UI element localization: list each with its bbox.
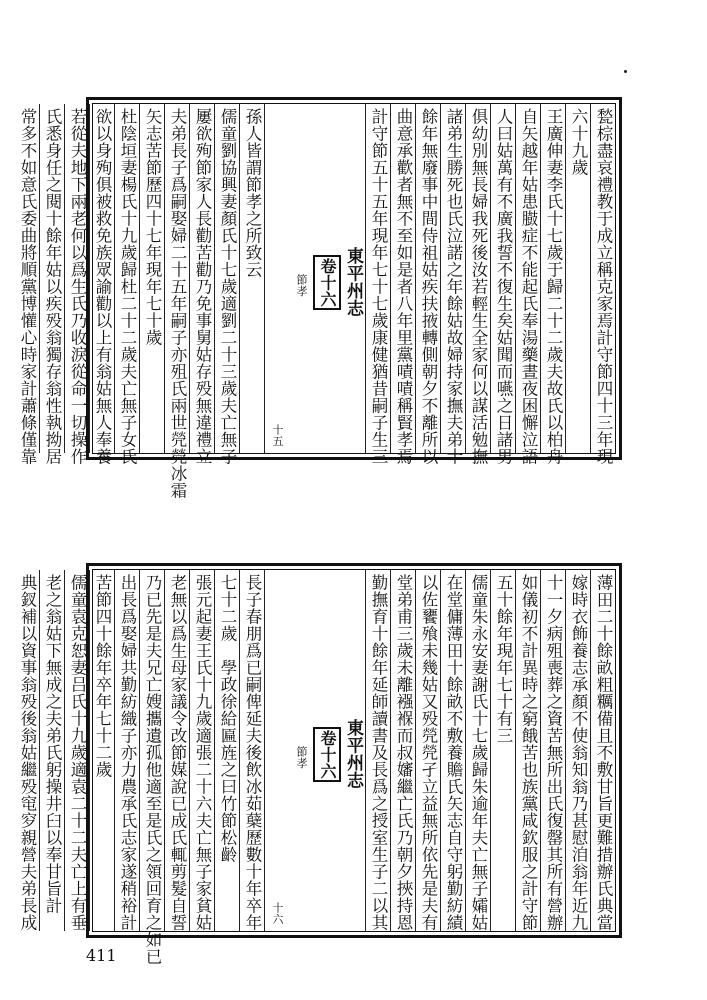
text-column: 儒童袁克恕妻吕氏十九歲適袁二十二夫亡上有垂	[64, 570, 89, 931]
text-column: 六十九歲	[565, 104, 590, 453]
page-number: 411	[86, 946, 117, 965]
text-column: 堂弟甫三歲未離襁褓而叔嬸繼亡氏乃朝夕挾持恩	[390, 570, 415, 931]
fold-column	[264, 570, 365, 931]
text-column: 王廣伸妻李氏十七歲于歸二十二歲夫故氏以柏舟	[540, 104, 565, 453]
text-column: 計守節五十五年現年七十七歲康健猶昔嗣子生三	[365, 104, 390, 453]
text-column: 乃已先是夫兄亡嫂攜遺孤他適至是氏之領回育之如已	[139, 570, 164, 931]
top-page-columns	[18, 104, 615, 499]
text-column: 張元起妻王氏十九歲適張二十六夫亡無子家貧姑	[189, 570, 214, 931]
text-column: 杜陰垣妻楊氏十九歲歸杜二十二歲夫亡無子女氏	[114, 104, 139, 453]
text-column: 欲以身殉俱被救免族眾諭勸以上有翁姑無人奉養	[89, 104, 114, 453]
text-column: 老之翁姑下無成之夫弟氏躬操井臼以奉甘旨計	[39, 570, 64, 931]
text-column: 若從夫地下兩老何以爲生氏乃收淚從命一切操作	[64, 104, 89, 453]
fold-section: 節孝	[295, 746, 308, 769]
text-column: 矢志苦節歷四十七年現年七十歲	[139, 104, 164, 453]
text-column: 出長爲娶婦共勤紡織子亦力農承氏志家遂稍裕計	[114, 570, 139, 931]
fold-page-number: 十五	[271, 424, 284, 447]
text-column: 苦節四十餘年卒年七十二歲	[89, 570, 114, 931]
fold-title: 東平州志	[343, 718, 363, 789]
top-page	[18, 97, 622, 499]
fold-juan: 卷十六	[313, 255, 341, 311]
text-column: 甃棕盡哀禮教于成立稱克家焉計守節四十三年現	[590, 104, 615, 453]
text-column: 在堂傭薄田十餘畝不敷養贍氏矢志自守躬勤紡績	[440, 570, 465, 931]
text-column: 嫁時衣飾養志承顏不使翁知翁乃甚慰洎翁年近九	[565, 570, 590, 931]
text-column: 老無以爲生母家議令改節媒說已成氏輒剪髮自誓	[164, 570, 189, 931]
text-column: 如儀初不計異時之窮餓苦也族黨咸欽服之計守節	[515, 570, 540, 931]
text-column: 儒童劉協興妻顏氏十七歲適劉二十三歲夫亡無子	[214, 104, 239, 453]
text-column: 五十餘年現年七十有三	[490, 570, 515, 931]
ink-dot	[624, 70, 627, 73]
text-column: 餘年無廢事中間侍祖姑疾扶掖轉側朝夕不離所以	[415, 104, 440, 453]
fold-section: 節孝	[295, 274, 308, 297]
text-column: 屢欲殉節家人長勸苦勸乃免事舅姑存殁無違禮立	[189, 104, 214, 453]
text-column: 孫人皆謂節孝之所致云	[239, 104, 264, 453]
text-column: 氏悉身任之閱十餘年姑以疾殁翁獨存翁性執拗居	[39, 104, 64, 453]
text-column: 薄田二十餘畝粗糲備且不敷甘旨更難措辦氏典當	[590, 570, 615, 931]
text-column: 典釵補以資事翁殁後翁姑繼殁窀穸親營夫弟長成	[18, 574, 37, 931]
text-column: 人曰姑萬有不廣我誓不復生矣姑聞而嚥之日諸男	[490, 104, 515, 453]
text-column: 諸弟生勝死也氏泣諾之年餘姑故婦持家撫夫弟十	[440, 104, 465, 453]
text-column: 曲意承歡者無不至如是者八年里黨嘖嘖稱賢孝焉	[390, 104, 415, 453]
fold-column	[264, 104, 365, 453]
text-column: 夫弟長子爲嗣娶婦二十五年嗣子亦殂氏兩世焭焭冰霜	[164, 104, 189, 453]
text-column: 勤撫育十餘年延師讀書及長爲之授室生子二以其	[365, 570, 390, 931]
text-column: 常多不如意氏委曲將順黨博懽心時家計蕭條僅靠	[18, 108, 37, 465]
fold-title: 東平州志	[343, 246, 363, 317]
fold-juan: 卷十六	[313, 727, 341, 783]
text-column: 俱幼別無長婦我死後汝若輕生全家何以謀活勉撫	[465, 104, 490, 453]
fold-page-number: 十六	[271, 902, 284, 925]
text-column: 十一夕病殂喪葬之資苦無所出氏復罄其所有營辦	[540, 570, 565, 931]
text-column: 以佐饔飱未幾姑又殁焭焭孑立益無所依先是夫有	[415, 570, 440, 931]
text-column: 七十二歲 學政徐給匾旌之曰竹節松齡	[214, 570, 239, 931]
text-column: 自矢越年姑患臌症不能起氏奉湯藥晝夜困懈泣語	[515, 104, 540, 453]
text-column: 儒童朱永安妻謝氏十七歲歸朱逾年夫亡無子孀姑	[465, 570, 490, 931]
text-column: 長子春朋爲已嗣俾延夫後飲冰茹蘖歷數十年卒年	[239, 570, 264, 931]
top-page-frame	[18, 103, 616, 499]
